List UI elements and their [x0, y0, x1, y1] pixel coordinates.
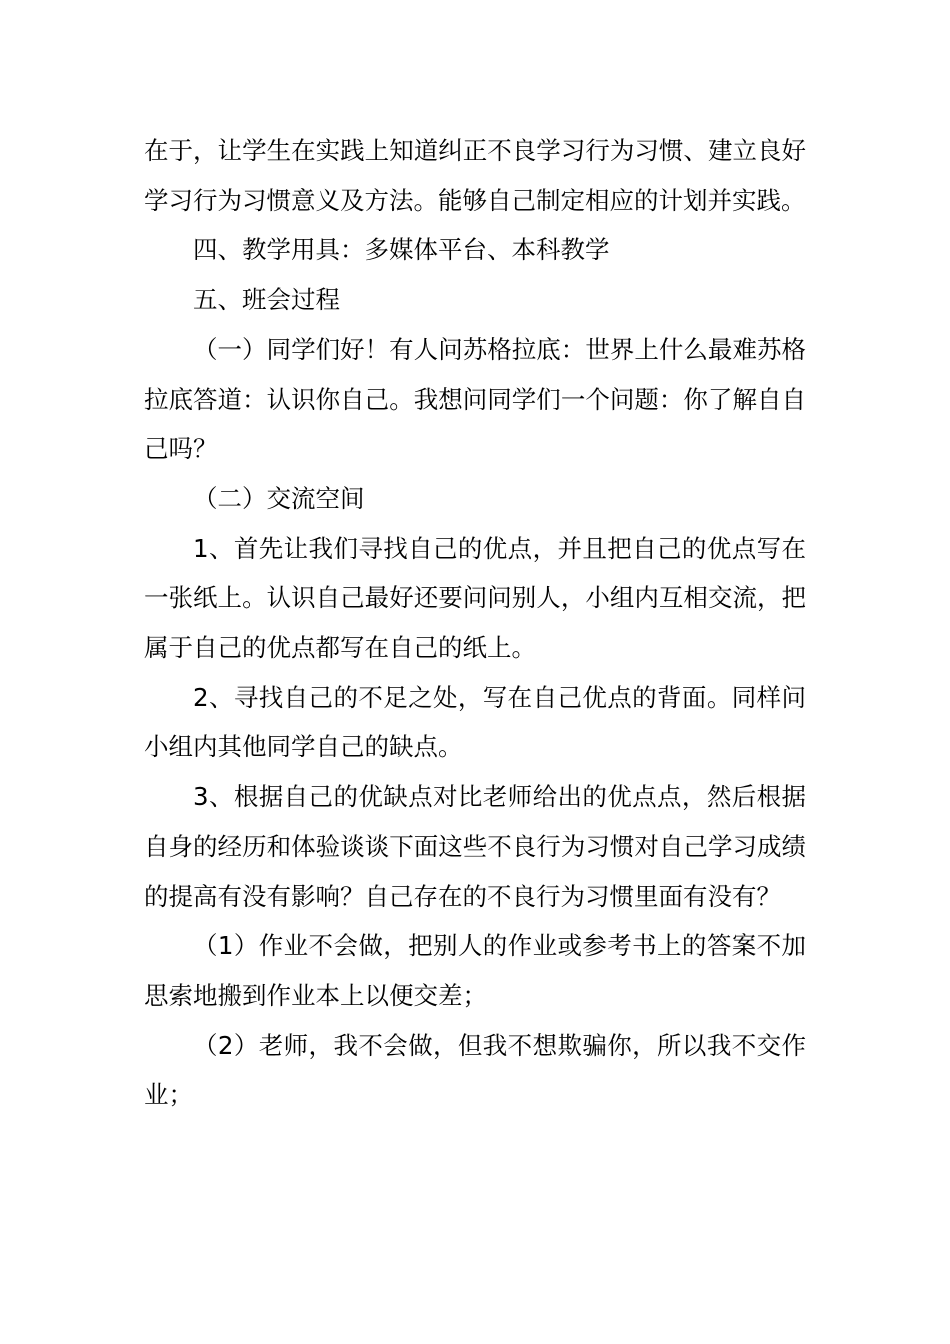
- paragraph-subitem-2: （2）老师，我不会做，但我不想欺骗你，所以我不交作业；: [144, 1030, 806, 1110]
- paragraph-continuation: 在于，让学生在实践上知道纠正不良学习行为习惯、建立良好学习行为习惯意义及方法。能够自己制定相应的计划并实践。: [144, 136, 806, 215]
- paragraph-part-one: （一）同学们好！有人问苏格拉底：世界上什么最难苏格拉底答道：认识你自己。我想问同学们一个问题：你了解自自己吗？: [144, 334, 806, 464]
- paragraph-part-two-heading: （二）交流空间: [193, 483, 365, 513]
- paragraph-teaching-tools: 四、教学用具：多媒体平台、本科教学: [193, 235, 610, 265]
- paragraph-subitem-1: （1）作业不会做，把别人的作业或参考书上的答案不加思索地搬到作业本上以便交差；: [144, 931, 806, 1010]
- paragraph-item-1: 1、首先让我们寻找自己的优点，并且把自己的优点写在一张纸上。认识自己最好还要问问别人，小组内互相交流，把属于自己的优点都写在自己的纸上。: [144, 533, 806, 663]
- paragraph-item-2: 2、寻找自己的不足之处，写在自己优点的背面。同样问小组内其他同学自己的缺点。: [144, 682, 806, 762]
- paragraph-item-3: 3、根据自己的优缺点对比老师给出的优点点，然后根据自身的经历和体验谈谈下面这些不良行为习惯对自己学习成绩的提高有没有影响？自己存在的不良行为习惯里面有没有？: [144, 782, 806, 911]
- document-body: [144, 126, 806, 1120]
- paragraph-class-meeting-process: 五、班会过程: [193, 285, 340, 315]
